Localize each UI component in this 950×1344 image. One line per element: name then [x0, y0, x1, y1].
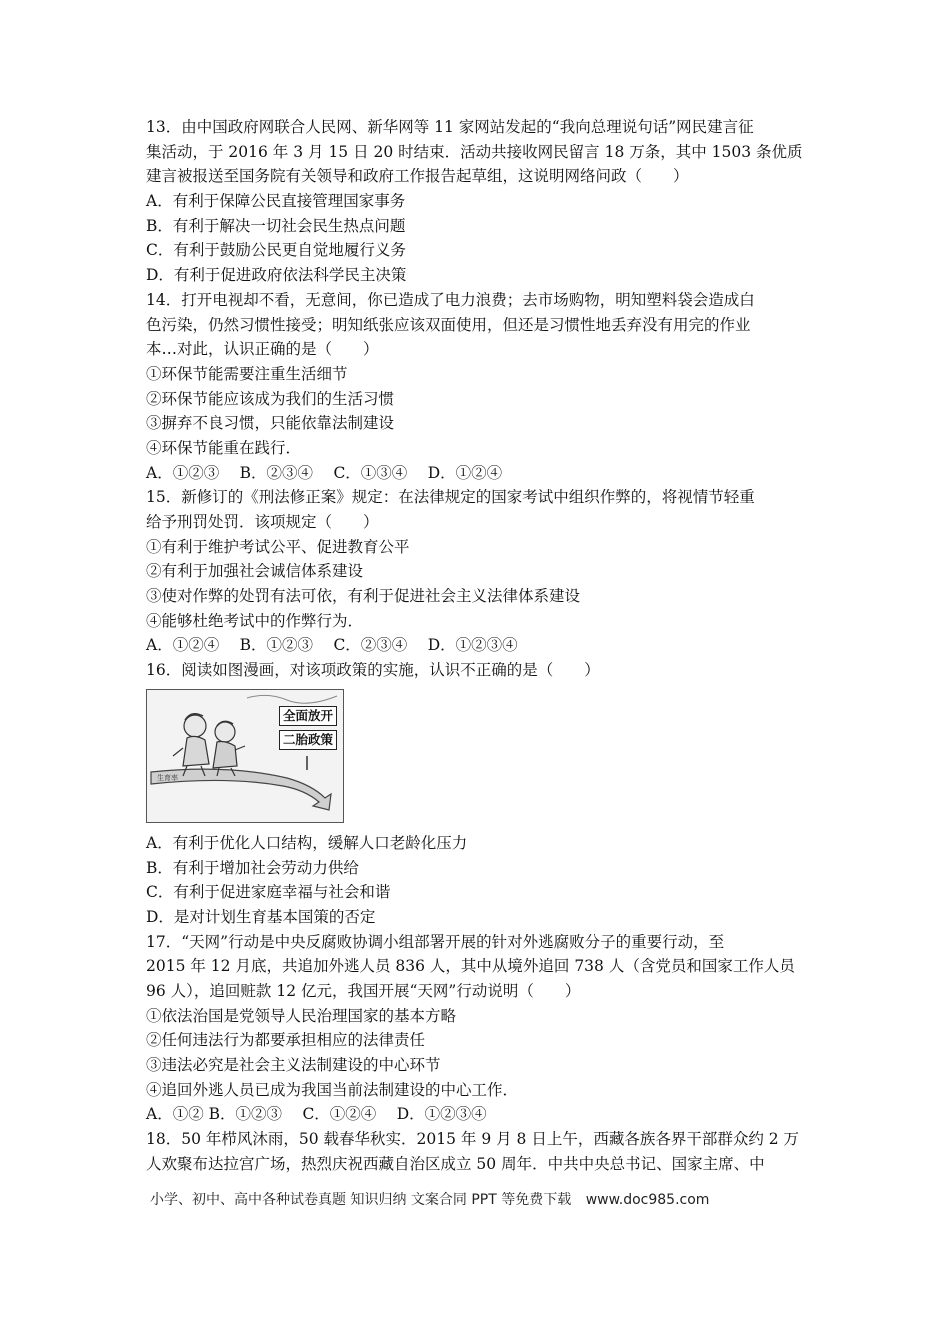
- question-stem-line: 17．“天网”行动是中央反腐败协调小组部署开展的针对外逃腐败分子的重要行动，至: [146, 932, 725, 951]
- statement-item: ③摒弃不良习惯，只能依靠法制建设: [146, 414, 395, 433]
- option-a: A．有利于优化人口结构，缓解人口老龄化压力: [146, 833, 468, 852]
- option-d: D．是对计划生育基本国策的否定: [146, 907, 376, 926]
- statement-item: ④环保节能重在践行．: [146, 438, 302, 457]
- question-stem-line: 建言被报送至国务院有关领导和政府工作报告起草组，这说明网络问政（ ）: [146, 167, 689, 186]
- question-stem-line: 2015 年 12 月底，共追加外逃人员 836 人，其中从境外追回 738 人（含党员和国家工作人员: [146, 957, 795, 976]
- cartoon-sign-line-1: 全面放开: [279, 706, 337, 726]
- question-13: [146, 115, 812, 288]
- cartoon-sign-line-2: 二胎政策: [279, 730, 337, 750]
- statement-item: ①依法治国是党领导人民治理国家的基本方略: [146, 1006, 457, 1025]
- question-stem-line: 给予刑罚处罚．该项规定（ ）: [146, 513, 379, 531]
- question-stem-line: 16．阅读如图漫画，对该项政策的实施，认识不正确的是（ ）: [146, 661, 600, 680]
- option-c: C．有利于鼓励公民更自觉地履行义务: [146, 241, 406, 260]
- option-a: A．有利于保障公民直接管理国家事务: [146, 192, 406, 211]
- page-footer: [150, 1189, 810, 1209]
- policy-cartoon-image: [146, 689, 344, 823]
- svg-text:生育率: 生育率: [157, 773, 178, 782]
- question-stem-line: 集活动，于 2016 年 3 月 15 日 20 时结束．活动共接收网民留言 18 万条，其中 1503 条优质: [146, 142, 803, 161]
- question-18: [146, 1127, 812, 1176]
- statement-item: ①环保节能需要注重生活细节: [146, 364, 348, 383]
- option-b: B．有利于解决一切社会民生热点问题: [146, 216, 406, 235]
- question-15: [146, 485, 812, 658]
- question-16: [146, 658, 812, 929]
- statement-item: ③使对作弊的处罚有法可依，有利于促进社会主义法律体系建设: [146, 587, 581, 606]
- question-stem-line: 18．50 年栉风沐雨，50 载春华秋实．2015 年 9 月 8 日上午，西藏各族各界干部群众约 2 万: [146, 1130, 800, 1149]
- question-17: [146, 930, 812, 1128]
- statement-item: ④能够杜绝考试中的作弊行为．: [146, 611, 364, 630]
- question-stem-line: 人欢聚布达拉宫广场，热烈庆祝西藏自治区成立 50 周年．中共中央总书记、国家主席、中: [146, 1154, 765, 1173]
- question-stem-line: 13．由中国政府网联合人民网、新华网等 11 家网站发起的“我向总理说句话”网民建言征: [146, 118, 754, 136]
- question-14: [146, 288, 812, 486]
- question-stem-line: 15．新修订的《刑法修正案》规定：在法律规定的国家考试中组织作弊的，将视情节轻重: [146, 488, 755, 507]
- answer-choices: A．①②④ B．①②③ C．②③④ D．①②③④: [146, 636, 518, 655]
- question-stem-line: 色污染，仍然习惯性接受；明知纸张应该双面使用，但还是习惯性地丢弃没有用完的作业: [146, 315, 751, 334]
- option-d: D．有利于促进政府依法科学民主决策: [146, 266, 407, 285]
- question-stem-line: 本…对此，认识正确的是（ ）: [146, 340, 379, 359]
- statement-item: ②环保节能应该成为我们的生活习惯: [146, 389, 395, 408]
- footer-text: 小学、初中、高中各种试卷真题 知识归纳 文案合同 PPT 等免费下载: [150, 1192, 572, 1208]
- exam-content: [146, 115, 812, 1176]
- statement-item: ③违法必究是社会主义法制建设的中心环节: [146, 1056, 441, 1074]
- footer-site-link[interactable]: www.doc985.com: [585, 1192, 710, 1208]
- statement-item: ④追回外逃人员已成为我国当前法制建设的中心工作．: [146, 1080, 519, 1099]
- statement-item: ②有利于加强社会诚信体系建设: [146, 562, 364, 581]
- answer-choices: A．①② B．①②③ C．①②④ D．①②③④: [146, 1105, 487, 1124]
- option-b: B．有利于增加社会劳动力供给: [146, 858, 359, 877]
- statement-item: ②任何违法行为都要承担相应的法律责任: [146, 1031, 426, 1050]
- option-c: C．有利于促进家庭幸福与社会和谐: [146, 883, 391, 902]
- statement-item: ①有利于维护考试公平、促进教育公平: [146, 537, 410, 556]
- answer-choices: A．①②③ B．②③④ C．①③④ D．①②④: [146, 463, 503, 482]
- question-stem-line: 14．打开电视却不看，无意间，你已造成了电力浪费；去市场购物，明知塑料袋会造成白: [146, 290, 755, 309]
- question-stem-line: 96 人），追回赃款 12 亿元，我国开展“天网”行动说明（ ）: [146, 981, 581, 1000]
